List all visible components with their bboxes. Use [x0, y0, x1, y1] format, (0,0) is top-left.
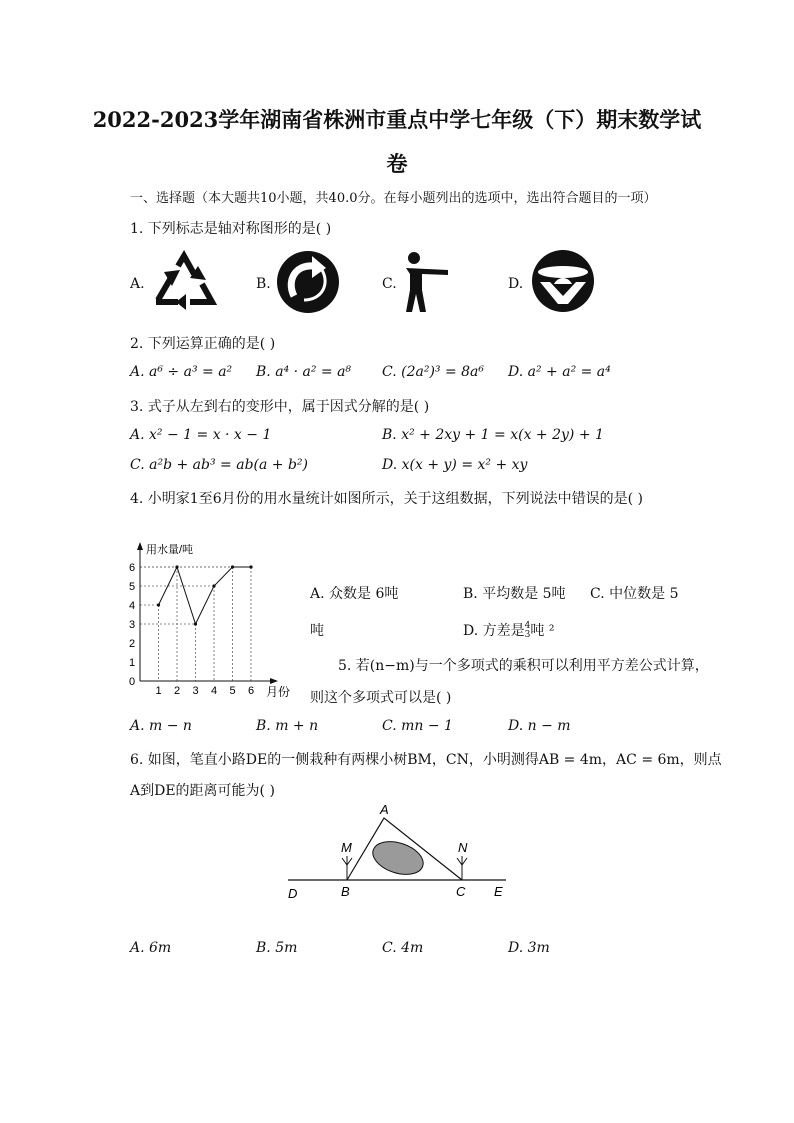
y-tick-label: 6 [129, 562, 136, 574]
x-axis-arrow [270, 678, 278, 684]
y-tick-label: 2 [129, 638, 136, 650]
q3-stem: 3. 式子从左到右的变形中，属于因式分解的是( ) [130, 399, 430, 415]
q3-option-a: A. x² − 1 = x · x − 1 [130, 427, 272, 443]
x-tick-label: 2 [174, 685, 181, 697]
q4-option-d [463, 620, 554, 640]
y-axis-title: 用水量/吨 [146, 544, 194, 556]
point-e-label: E [494, 884, 503, 899]
q5-option-a: A. m − n [130, 718, 192, 734]
q1-option-d-label: D. [508, 276, 524, 292]
q3-option-d: D. x(x + y) = x² + xy [382, 457, 528, 473]
page-title-line1: 2022-2023学年湖南省株洲市重点中学七年级（下）期末数学试 [92, 107, 702, 132]
data-point [212, 584, 215, 587]
q1-option-b-label: B. [256, 276, 271, 292]
q1-stem: 1. 下列标志是轴对称图形的是( ) [130, 221, 332, 237]
recycle-triangle-icon [150, 250, 218, 314]
data-point [231, 565, 234, 568]
q4-option-c-continued: 吨 [310, 623, 324, 639]
q6-option-d: D. 3m [508, 940, 550, 956]
series-line [159, 567, 252, 624]
q3-option-b: B. x² + 2xy + 1 = x(x + 2y) + 1 [382, 427, 604, 443]
q1-option-a-label: A. [130, 276, 145, 292]
q1-option-c-label: C. [382, 276, 397, 292]
page-title-line2: 卷 [386, 151, 408, 176]
data-point [249, 565, 252, 568]
y-tick-label: 5 [129, 581, 136, 593]
pond-ellipse [369, 836, 428, 881]
x-axis-title: 月份 [266, 685, 291, 699]
q2-option-b: B. a⁴ · a² = a⁸ [256, 364, 352, 380]
circle-v-emblem-icon [528, 248, 598, 314]
q6-stem-line1: 6. 如图，笔直小路DE的一侧栽种有两棵小树BM，CN，小明测得AB = 4m，AC = 6m，则点 [130, 752, 722, 768]
y-axis-arrow [137, 542, 143, 550]
q4-option-a: A. 众数是 6吨 [310, 586, 399, 602]
point-b-label: B [341, 884, 350, 899]
point-n-label: N [458, 840, 468, 855]
q6-option-c: C. 4m [382, 940, 424, 956]
data-point [194, 622, 197, 625]
x-tick-label: 3 [192, 685, 199, 697]
data-point [175, 565, 178, 568]
q4-stem: 4. 小明家1至6月份的用水量统计如图所示，关于这组数据，下列说法中错误的是( ) [130, 491, 643, 507]
point-m-label: M [341, 840, 352, 855]
x-tick-label: 5 [229, 685, 236, 697]
green-dot-arrow-icon [276, 250, 340, 314]
y-tick-label: 0 [129, 676, 136, 688]
q4-option-d-prefix: D. 方差是 [463, 623, 525, 639]
x-tick-label: 6 [248, 685, 255, 697]
q6-option-b: B. 5m [256, 940, 298, 956]
q6-option-a: A. 6m [130, 940, 172, 956]
x-tick-label: 1 [155, 685, 162, 697]
q6-stem-line2: A到DE的距离可能为( ) [130, 783, 275, 799]
point-c-label: C [456, 884, 466, 899]
y-tick-label: 3 [129, 619, 136, 631]
q2-option-a: A. a⁶ ÷ a³ = a² [130, 364, 233, 380]
q5-option-b: B. m + n [256, 718, 319, 734]
q5-stem-line2: 则这个多项式可以是( ) [310, 690, 452, 706]
q5-option-c: C. mn − 1 [382, 718, 453, 734]
x-tick-label: 4 [211, 685, 218, 697]
y-tick-label: 1 [129, 657, 136, 669]
point-d-label: D [288, 886, 298, 901]
q4-option-b: B. 平均数是 5吨 [463, 586, 566, 602]
fraction-denominator: 3 [524, 630, 531, 640]
y-tick-label: 4 [129, 600, 136, 612]
q6-geometry-figure [280, 800, 520, 904]
section-header: 一、选择题（本大题共10小题，共40.0分。在每小题列出的选项中，选出符合题目的一项） [130, 191, 657, 206]
fraction-numerator: 4 [524, 621, 531, 631]
data-point [157, 603, 160, 606]
q2-stem: 2. 下列运算正确的是( ) [130, 336, 276, 352]
q5-option-d: D. n − m [508, 718, 571, 734]
person-stretching-icon [402, 250, 452, 314]
q4-option-d-suffix: 吨 ² [530, 623, 555, 639]
q4-option-c: C. 中位数是 5 [590, 586, 679, 602]
point-a-label: A [380, 802, 389, 817]
q2-option-d: D. a² + a² = a⁴ [508, 364, 611, 380]
water-usage-chart [126, 538, 302, 704]
q5-stem-line1: 5. 若(n−m)与一个多项式的乘积可以利用平方差公式计算， [338, 658, 709, 674]
q3-option-c: C. a²b + ab³ = ab(a + b²) [130, 457, 309, 473]
q2-option-c: C. (2a²)³ = 8a⁶ [382, 364, 485, 380]
